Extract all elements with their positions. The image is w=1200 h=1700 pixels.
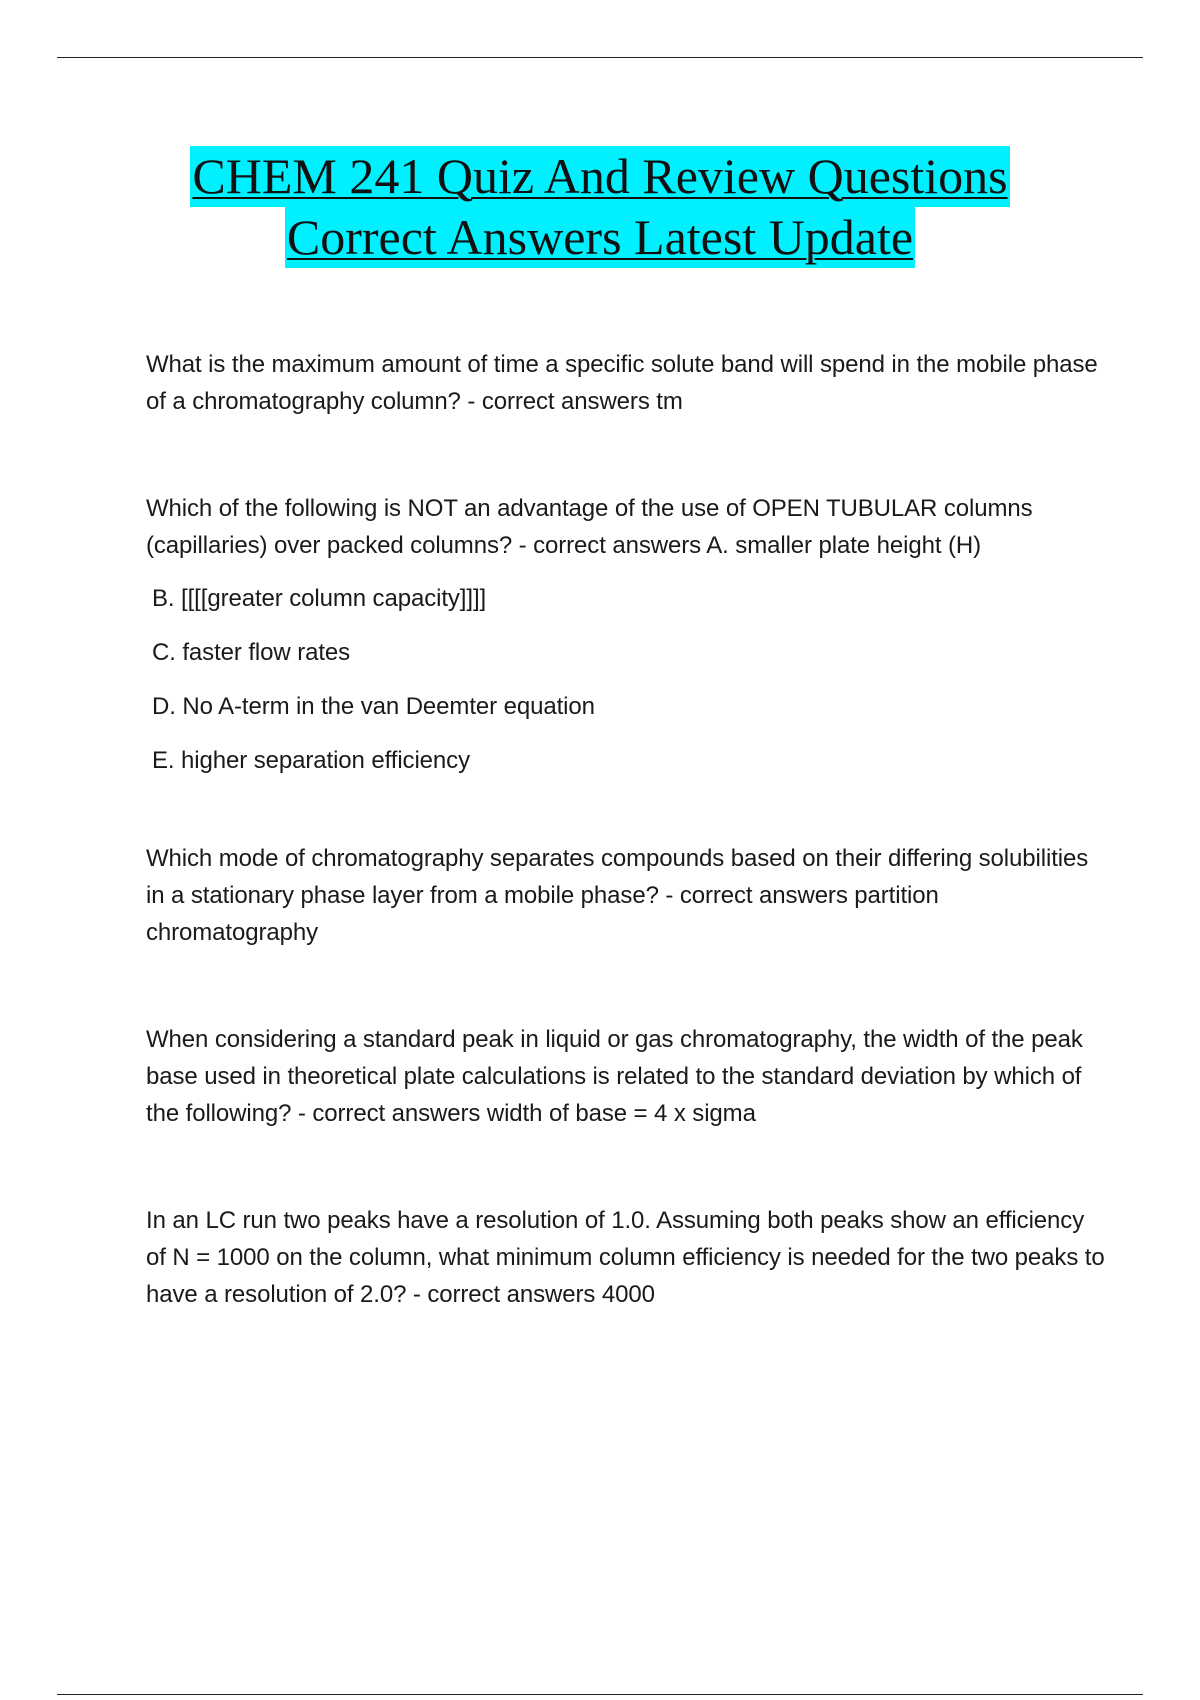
- header-rule: [57, 57, 1143, 58]
- answer-option: C. faster flow rates: [152, 639, 351, 666]
- question-text: Which of the following is NOT an advantage of the use of OPEN TUBULAR columns (capillaries) over packed columns? - correct answers A. smaller plate height (H): [146, 495, 1033, 559]
- question-item: [146, 346, 1106, 420]
- answer-option: E. higher separation efficiency: [152, 747, 470, 774]
- answer-options: [152, 572, 1106, 788]
- question-item: [146, 1202, 1106, 1313]
- question-list: [146, 346, 1106, 1383]
- question-text: Which mode of chromatography separates compounds based on their differing solubilities in a stationary phase layer from a mobile phase? - correct answers partition chromatography: [146, 845, 1089, 946]
- title-line-2: Correct Answers Latest Update: [285, 207, 915, 268]
- question-item: [146, 1021, 1106, 1132]
- answer-option: D. No A-term in the van Deemter equation: [152, 693, 595, 720]
- title-line-1: CHEM 241 Quiz And Review Questions: [190, 146, 1009, 207]
- question-item: [146, 840, 1106, 951]
- document-title: [0, 146, 1200, 268]
- answer-option: B. [[[[greater column capacity]]]]: [152, 585, 487, 612]
- question-item: [146, 490, 1106, 788]
- question-text: In an LC run two peaks have a resolution of 1.0. Assuming both peaks show an efficiency of N = 1000 on the column, what minimum column efficiency is needed for the two peaks to have a resolution of 2.0? - correct answers 4000: [146, 1207, 1105, 1308]
- question-text: What is the maximum amount of time a specific solute band will spend in the mobile phase of a chromatography column? - correct answers tm: [146, 351, 1098, 415]
- footer-rule: [57, 1694, 1143, 1695]
- question-text: When considering a standard peak in liquid or gas chromatography, the width of the peak base used in theoretical plate calculations is related to the standard deviation by which of the following? - correct answers width of base = 4 x sigma: [146, 1026, 1083, 1127]
